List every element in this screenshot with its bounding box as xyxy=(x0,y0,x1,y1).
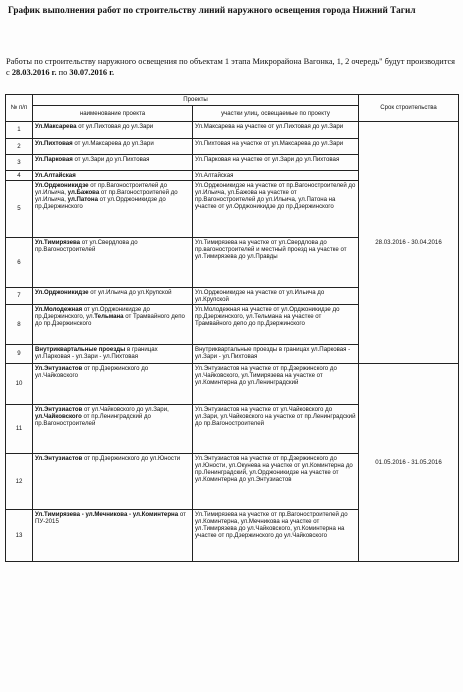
project-name-part: от ул.Пихтовая до ул.Зари xyxy=(76,122,154,130)
subtitle-date-to: 30.07.2016 г. xyxy=(69,68,115,77)
project-name-cell xyxy=(33,181,193,238)
streets-cell: Ул.Энтузиастов на участке от пр.Дзержинского до ул.Юности, ул.Окунева на участке от ул.Коминтерна до пр.Ленинградский, ул.Орджоникидзе на участке от ул.Коминтерна до ул.Энтузиастов xyxy=(193,454,359,510)
row-number: 13 xyxy=(6,510,33,562)
streets-cell: Ул.Пихтовая на участке от ул.Максарева до ул.Зари xyxy=(193,139,359,155)
project-name-cell xyxy=(33,364,193,405)
streets-cell: Ул.Энтузиастов на участке от пр.Дзержинского до ул.Чайковского, ул.Тимирязева на участке от ул.Коминтерна до ул.Ленинградский xyxy=(193,364,359,405)
streets-cell: Ул.Парковая на участке от ул.Зари до ул.Пихтовая xyxy=(193,155,359,171)
row-number: 7 xyxy=(6,288,33,305)
project-name-cell xyxy=(33,139,193,155)
project-name-part: ул.Чайковского xyxy=(35,412,82,420)
project-name-cell xyxy=(33,122,193,139)
row-number: 2 xyxy=(6,139,33,155)
project-name-part: ул.Бажова xyxy=(67,188,100,196)
project-name-part: Ул.Пихтовая xyxy=(35,139,73,147)
project-name-part: от ул.Чайковского до ул.Зари, xyxy=(82,405,169,413)
streets-cell: Ул.Молодежная на участке от ул.Орджоникидзе до пр.Дзержинского, ул.Тельмана на участке от Трамвайного депо до пр.Дзержинского xyxy=(193,305,359,345)
project-name-cell xyxy=(33,510,193,562)
row-number: 5 xyxy=(6,181,33,238)
project-name-part: ул.Патона xyxy=(67,195,98,203)
table-row xyxy=(6,364,459,405)
document-title: График выполнения работ по строительству линий наружного освещения города Нижний Тагил xyxy=(8,5,416,15)
table-row xyxy=(6,122,459,139)
project-name-part: Ул.Орджоникидзе xyxy=(35,181,89,189)
row-number: 3 xyxy=(6,155,33,171)
streets-cell: Ул.Тимирязева на участке от пр.Вагоностроителей до ул.Коминтерна, ул.Мечникова на участке от ул.Тимирязева до ул.Чайковского, ул.Коминтерна на участке от пр.Дзержинского до ул.Чайковского xyxy=(193,510,359,562)
row-number: 10 xyxy=(6,364,33,405)
row-number: 6 xyxy=(6,238,33,288)
streets-cell: Ул.Алтайская xyxy=(193,171,359,181)
term-cell: 01.05.2016 - 31.05.2016 xyxy=(359,364,459,562)
row-number: 1 xyxy=(6,122,33,139)
project-name-part: от ул.Ильича до ул.Крупской xyxy=(88,288,172,296)
project-name-part: от пр.Ленинградский до пр.Вагоностроителей xyxy=(35,412,151,427)
project-name-part: от пр.Вагоностроителей до ул.Ильича, xyxy=(35,181,167,196)
project-name-part: Ул.Парковая xyxy=(35,155,73,163)
project-name-part: от пр.Дзержинского до ул.Чайковского xyxy=(35,364,149,379)
project-name-part: от ПУ-2015 xyxy=(35,510,186,525)
subtitle-text-middle: по xyxy=(56,68,70,77)
streets-cell: Внутриквартальные проезды в границах ул.Парковая - ул.Зари - ул.Пихтовая xyxy=(193,345,359,364)
row-number: 9 xyxy=(6,345,33,364)
project-name-cell xyxy=(33,405,193,454)
subtitle-date-from: 28.03.2016 г. xyxy=(11,68,57,77)
header-streets: участки улиц, освещаемые по проекту xyxy=(193,106,359,122)
project-name-part: от ул.Зари до ул.Пихтовая xyxy=(72,155,150,163)
project-name-cell xyxy=(33,238,193,288)
row-number: 4 xyxy=(6,171,33,181)
project-name-part: Ул.Молодежная xyxy=(35,305,83,313)
project-name-cell xyxy=(33,288,193,305)
project-name-cell xyxy=(33,155,193,171)
term-cell: 28.03.2016 - 30.04.2016 xyxy=(359,122,459,364)
project-name-cell xyxy=(33,171,193,181)
project-name-cell xyxy=(33,454,193,510)
subtitle-text: Работы по строительству наружного освещения по объектам 1 этапа Микрорайона Вагонка, 1, 2 очередь" будут производится с xyxy=(6,57,456,77)
row-number: 11 xyxy=(6,405,33,454)
project-name-part: от ул.Орджоникидзе до пр.Дзержинского xyxy=(35,195,166,211)
header-term: Срок строительства xyxy=(359,95,459,122)
project-name-part: от ул.Свердлова до пр.Вагоностроителей xyxy=(35,238,138,253)
project-name-cell xyxy=(33,345,193,364)
schedule-table xyxy=(5,94,459,562)
row-number: 8 xyxy=(6,305,33,345)
project-name-part: от ул.Максарева до ул.Зари xyxy=(72,139,154,147)
project-name-part: от ул.Орджоникидзе до пр.Дзержинского, ул. xyxy=(35,305,150,320)
row-number: 12 xyxy=(6,454,33,510)
project-name-part: Ул.Орджоникидзе xyxy=(35,288,89,296)
header-number: № п/п xyxy=(6,95,33,122)
streets-cell: Ул.Орджоникидзе на участке от ул.Ильича до ул.Крупской xyxy=(193,288,359,305)
project-name-part: Ул.Энтузиастов xyxy=(35,364,83,372)
streets-cell: Ул.Максарева на участке от ул.Пихтовая до ул.Зари xyxy=(193,122,359,139)
header-project-name: наименование проекта xyxy=(33,106,193,122)
document-subtitle xyxy=(6,56,458,78)
project-name-part: Ул.Энтузиастов xyxy=(35,405,83,413)
project-name-cell xyxy=(33,305,193,345)
project-name-part: Ул.Тимирязева xyxy=(35,238,81,246)
project-name-part: в границах ул.Парковая - ул.Зари - ул.Пихтовая xyxy=(35,345,158,360)
project-name-part: Ул.Максарева xyxy=(35,122,77,130)
project-name-part: Тельмана xyxy=(94,312,124,320)
project-name-part: от пр.Вагоностроителей до ул.Ильича, xyxy=(35,188,178,203)
streets-cell: Ул.Энтузиастов на участке от ул.Чайковского до ул.Зари, ул.Чайковского на участке от пр.Ленинградский до пр.Вагоностроителей xyxy=(193,405,359,454)
project-name-part: Ул.Алтайская xyxy=(35,171,76,179)
project-name-part: Внутриквартальные проезды xyxy=(35,345,126,353)
streets-cell: Ул.Орджоникидзе на участке от пр.Вагоностроителей до ул.Ильича, ул.Бажова на участке от пр.Вагоностроителей до ул.Ильича, ул.Патона на участке от ул.Орджоникидзе до пр.Дзержинского xyxy=(193,181,359,238)
project-name-part: Ул.Энтузиастов xyxy=(35,454,83,462)
project-name-part: от Трамвайного депо до пр.Дзержинского xyxy=(35,312,185,327)
schedule-table-body xyxy=(6,122,459,562)
project-name-part: Ул.Тимирязева - ул.Мечникова - ул.Коминтерна xyxy=(35,510,179,518)
streets-cell: Ул.Тимирязева на участке от ул.Свердлова до пр.вагоностроителей и местный проезд на участке от ул.Тимирязева до ул.Правды xyxy=(193,238,359,288)
project-name-part: от пр.Дзержинского до ул.Юности xyxy=(82,454,181,462)
header-projects: Проекты xyxy=(33,95,359,106)
